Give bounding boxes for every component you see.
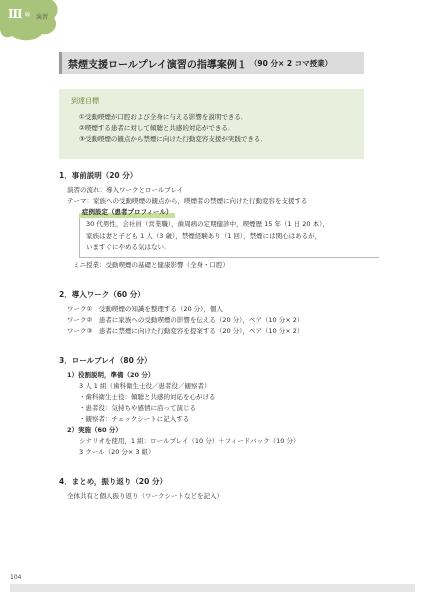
work-line: ワーク② 患者に家族への受動喫煙の影響を伝える（20 分），ペア（10 分× 2）	[67, 315, 304, 324]
roleplay-line: ・患者役：気持ちや感情に沿って演じる	[79, 403, 196, 412]
goal-item: ②喫煙する患者に対して傾聴と共感的対応ができる．	[79, 124, 235, 132]
goals-box	[59, 89, 364, 159]
work-line: ワーク① 受動喫煙の知識を整理する（20 分），個人	[67, 304, 223, 313]
subsection-heading: 2）実施（60 分）	[67, 425, 122, 434]
roleplay-line: シナリオを使用，1 組：ロールプレイ（10 分）＋フィードバック（10 分）	[79, 436, 300, 445]
page-subtitle: （90 分× 2 コマ授業）	[249, 58, 333, 68]
section-heading: 4．まとめ，振り返り（20 分）	[59, 476, 167, 486]
flow-line: 演習の流れ：導入ワークとロールプレイ	[67, 186, 184, 194]
page-number: 104	[10, 574, 22, 581]
case-profile-box	[79, 218, 379, 258]
subsection-heading: 1）役割説明，準備（20 分）	[67, 370, 155, 379]
mini-lecture-line: ミニ授業：受動喫煙の基礎と健康影響（全身・口腔）	[73, 260, 229, 269]
roleplay-line: 3 人 1 組（歯科衛生士役／患者役／観察者）	[79, 381, 211, 390]
work-line: ワーク③ 患者に禁煙に向けた行動変容を提案する（20 分），ペア（10 分× 2）	[67, 326, 304, 335]
roleplay-line: ・歯科衛生士役：傾聴と共感的対応を心がける	[79, 392, 216, 401]
case-line: 家族は妻と子ども 1 人（3 歳），禁煙経験あり（1 回），禁煙には関心はあるが，	[86, 231, 322, 240]
summary-line: 全体共有と個人振り返り（ワークシートなどを記入）	[67, 491, 223, 500]
title-bar	[59, 52, 364, 74]
section-heading: 3．ロールプレイ（80 分）	[59, 355, 152, 365]
theme-line: テーマ：家族への受動喫煙の観点から，喫煙者の禁煙に向けた行動変容を支援する	[67, 197, 308, 205]
main-content	[59, 170, 379, 513]
section-4	[59, 476, 379, 502]
section-heading: 2．導入ワーク（60 分）	[59, 289, 145, 299]
section-3	[59, 355, 379, 458]
case-line: 30 代男性，会社員（営業職），歯周病の定期健診中，喫煙歴 15 年（1 日 20 本），	[86, 220, 329, 228]
goal-item: ①受動喫煙が口腔および全身に与える影響を説明できる．	[79, 113, 248, 121]
part-suffix: 編	[25, 12, 31, 18]
roleplay-line: ・観察者：チェックシートに記入する	[79, 414, 190, 423]
section-2	[59, 289, 379, 337]
footer-bar	[10, 584, 415, 592]
part-number: Ⅲ	[8, 7, 23, 21]
page-title: 禁煙支援ロールプレイ演習の指導案例１	[68, 59, 247, 71]
section-1	[59, 170, 379, 271]
case-label: 症例設定（患者プロフィール）	[79, 207, 175, 218]
roleplay-line: 3 クール（20 分× 3 組）	[79, 447, 155, 456]
section-label: 演習	[36, 14, 49, 21]
section-heading: 1．事前説明（20 分）	[59, 171, 138, 180]
goal-item: ③受動喫煙の観点から禁煙に向けた行動変容支援が実践できる．	[79, 135, 267, 143]
case-line: いますぐにやめる気はない．	[86, 243, 171, 251]
goals-heading: 到達目標	[71, 97, 99, 105]
